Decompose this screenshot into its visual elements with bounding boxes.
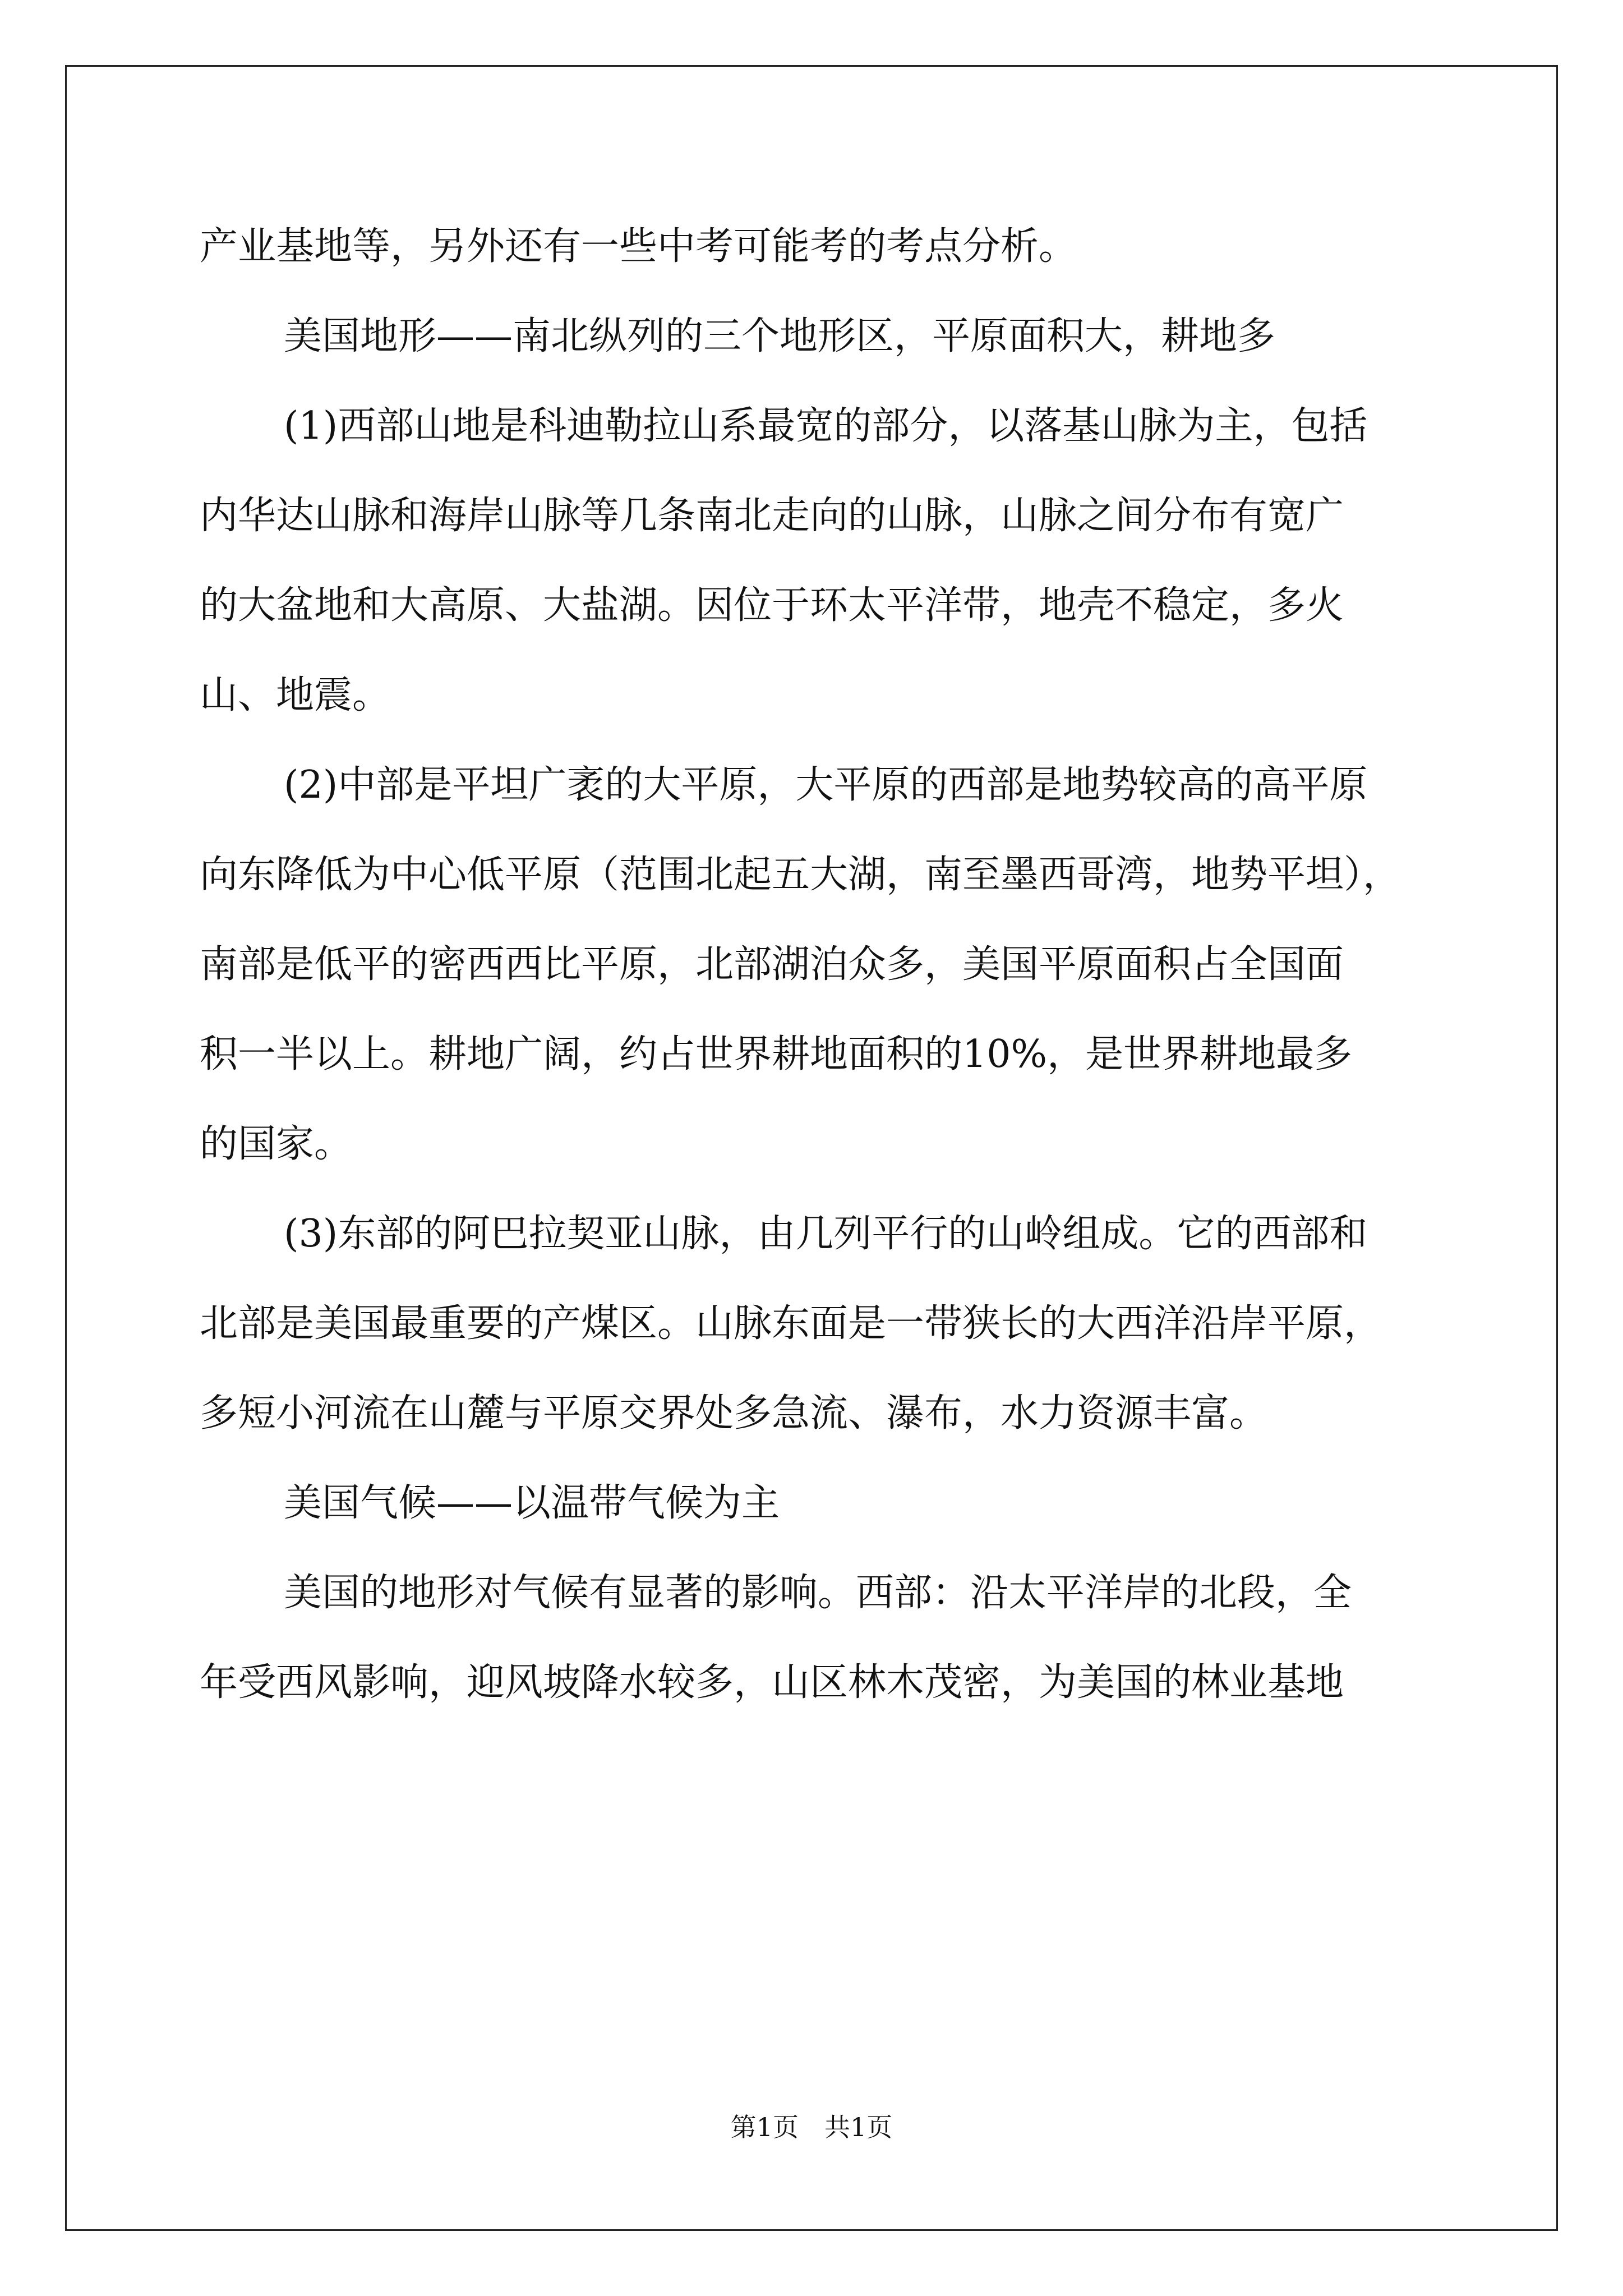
text-line: 的大盆地和大高原、大盐湖。因位于环太平洋带，地壳不稳定，多火: [200, 583, 1344, 628]
page-number: 第1页 共1页: [730, 2112, 893, 2142]
text-line: 向东降低为中心低平原（范围北起五大湖，南至墨西哥湾，地势平坦），: [200, 853, 1401, 897]
section-heading: 美国气候——以温带气候为主: [284, 1481, 780, 1525]
text-line: 年受西风影响，迎风坡降水较多，山区林木茂密，为美国的林业基地: [200, 1660, 1344, 1705]
text-line: 山、地震。: [200, 673, 391, 717]
text-line: 内华达山脉和海岸山脉等几条南北走向的山脉，山脉之间分布有宽广: [200, 494, 1344, 538]
text-line: 多短小河流在山麓与平原交界处多急流、瀑布，水力资源丰富。: [200, 1391, 1268, 1435]
text-line: 美国的地形对气候有显著的影响。西部：沿太平洋岸的北段，全: [284, 1571, 1352, 1615]
text-line: 积一半以上。耕地广阔，约占世界耕地面积的10%，是世界耕地最多: [200, 1032, 1353, 1076]
text-line: 的国家。: [200, 1122, 353, 1166]
text-line: (2)中部是平坦广袤的大平原，大平原的西部是地势较高的高平原: [284, 763, 1368, 807]
text-line: 北部是美国最重要的产煤区。山脉东面是一带狭长的大西洋沿岸平原，: [200, 1301, 1382, 1346]
text-line: 产业基地等，另外还有一些中考可能考的考点分析。: [200, 224, 1077, 269]
text-line: 南部是低平的密西西比平原，北部湖泊众多，美国平原面积占全国面: [200, 942, 1344, 987]
text-line: (3)东部的阿巴拉契亚山脉，由几列平行的山岭组成。它的西部和: [284, 1212, 1368, 1256]
text-line: (1)西部山地是科迪勒拉山系最宽的部分，以落基山脉为主，包括: [284, 404, 1368, 448]
section-heading: 美国地形——南北纵列的三个地形区，平原面积大，耕地多: [284, 314, 1276, 358]
